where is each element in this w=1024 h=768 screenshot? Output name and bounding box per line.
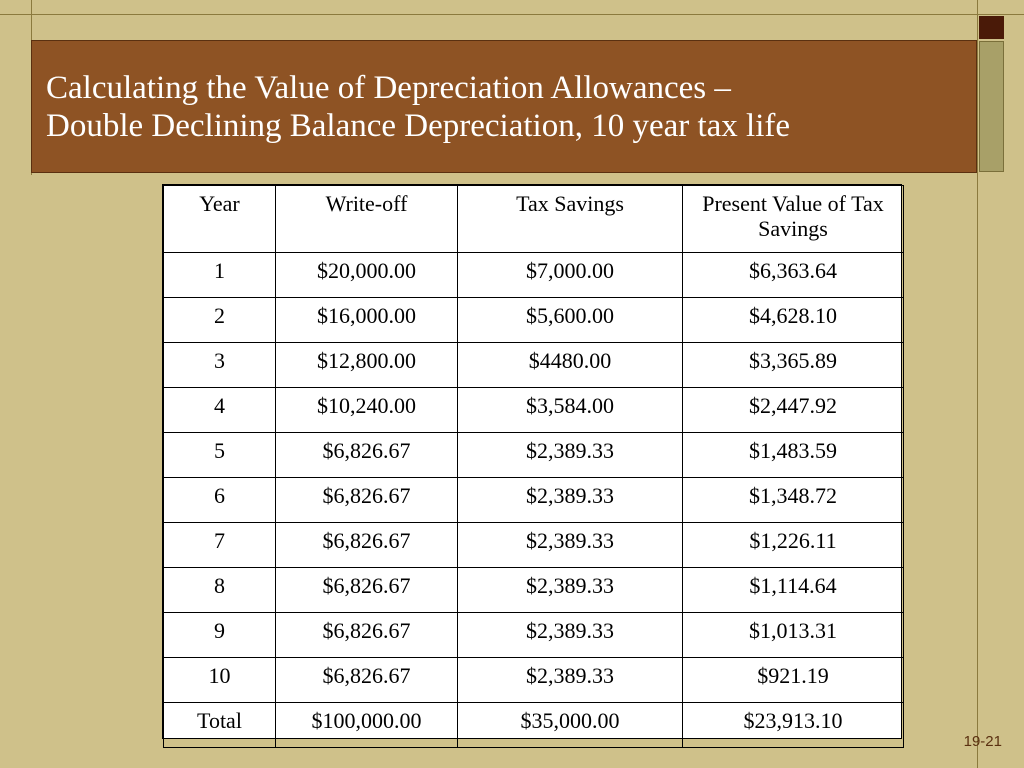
table-row bbox=[164, 613, 904, 658]
cell-tax-savings: $2,389.33 bbox=[458, 523, 683, 568]
corner-decoration bbox=[979, 16, 1004, 39]
cell-year: Total bbox=[164, 703, 276, 748]
cell-year: 7 bbox=[164, 523, 276, 568]
cell-present-value: $1,114.64 bbox=[683, 568, 904, 613]
cell-write-off: $6,826.67 bbox=[276, 478, 458, 523]
table-row bbox=[164, 388, 904, 433]
column-header-tax-savings: Tax Savings bbox=[458, 186, 683, 253]
title-banner bbox=[31, 40, 977, 173]
cell-present-value: $23,913.10 bbox=[683, 703, 904, 748]
cell-write-off: $6,826.67 bbox=[276, 523, 458, 568]
cell-tax-savings: $2,389.33 bbox=[458, 568, 683, 613]
cell-present-value: $1,348.72 bbox=[683, 478, 904, 523]
cell-year: 9 bbox=[164, 613, 276, 658]
cell-tax-savings: $35,000.00 bbox=[458, 703, 683, 748]
cell-write-off: $6,826.67 bbox=[276, 658, 458, 703]
cell-year: 3 bbox=[164, 343, 276, 388]
cell-present-value: $1,483.59 bbox=[683, 433, 904, 478]
cell-write-off: $6,826.67 bbox=[276, 613, 458, 658]
cell-tax-savings: $5,600.00 bbox=[458, 298, 683, 343]
table-row bbox=[164, 478, 904, 523]
table-row bbox=[164, 298, 904, 343]
cell-year: 1 bbox=[164, 253, 276, 298]
table-row bbox=[164, 253, 904, 298]
cell-write-off: $12,800.00 bbox=[276, 343, 458, 388]
depreciation-table-container bbox=[162, 184, 902, 739]
cell-present-value: $1,226.11 bbox=[683, 523, 904, 568]
side-decoration-box bbox=[979, 41, 1004, 172]
cell-year: 4 bbox=[164, 388, 276, 433]
cell-year: 10 bbox=[164, 658, 276, 703]
cell-write-off: $10,240.00 bbox=[276, 388, 458, 433]
table-row bbox=[164, 658, 904, 703]
cell-tax-savings: $4480.00 bbox=[458, 343, 683, 388]
table-row bbox=[164, 523, 904, 568]
column-header-year: Year bbox=[164, 186, 276, 253]
slide-number: 19-21 bbox=[963, 733, 1002, 750]
table-total-row bbox=[164, 703, 904, 748]
cell-present-value: $2,447.92 bbox=[683, 388, 904, 433]
top-divider-line bbox=[0, 14, 1024, 15]
cell-year: 6 bbox=[164, 478, 276, 523]
cell-tax-savings: $3,584.00 bbox=[458, 388, 683, 433]
cell-tax-savings: $7,000.00 bbox=[458, 253, 683, 298]
table-header-row bbox=[164, 186, 904, 253]
cell-tax-savings: $2,389.33 bbox=[458, 658, 683, 703]
cell-year: 2 bbox=[164, 298, 276, 343]
cell-tax-savings: $2,389.33 bbox=[458, 613, 683, 658]
cell-write-off: $100,000.00 bbox=[276, 703, 458, 748]
cell-year: 5 bbox=[164, 433, 276, 478]
column-header-write-off: Write-off bbox=[276, 186, 458, 253]
depreciation-table bbox=[163, 185, 904, 748]
slide-title: Calculating the Value of Depreciation Allowances – Double Declining Balance Depreciation, 10 year tax life bbox=[46, 70, 791, 144]
cell-write-off: $16,000.00 bbox=[276, 298, 458, 343]
table-row bbox=[164, 433, 904, 478]
table-row bbox=[164, 343, 904, 388]
cell-present-value: $3,365.89 bbox=[683, 343, 904, 388]
cell-present-value: $921.19 bbox=[683, 658, 904, 703]
cell-present-value: $1,013.31 bbox=[683, 613, 904, 658]
cell-tax-savings: $2,389.33 bbox=[458, 478, 683, 523]
cell-present-value: $6,363.64 bbox=[683, 253, 904, 298]
cell-write-off: $6,826.67 bbox=[276, 568, 458, 613]
cell-write-off: $6,826.67 bbox=[276, 433, 458, 478]
cell-tax-savings: $2,389.33 bbox=[458, 433, 683, 478]
right-divider-line bbox=[977, 0, 978, 768]
cell-write-off: $20,000.00 bbox=[276, 253, 458, 298]
cell-year: 8 bbox=[164, 568, 276, 613]
cell-present-value: $4,628.10 bbox=[683, 298, 904, 343]
table-row bbox=[164, 568, 904, 613]
column-header-present-value: Present Value of Tax Savings bbox=[683, 186, 904, 253]
